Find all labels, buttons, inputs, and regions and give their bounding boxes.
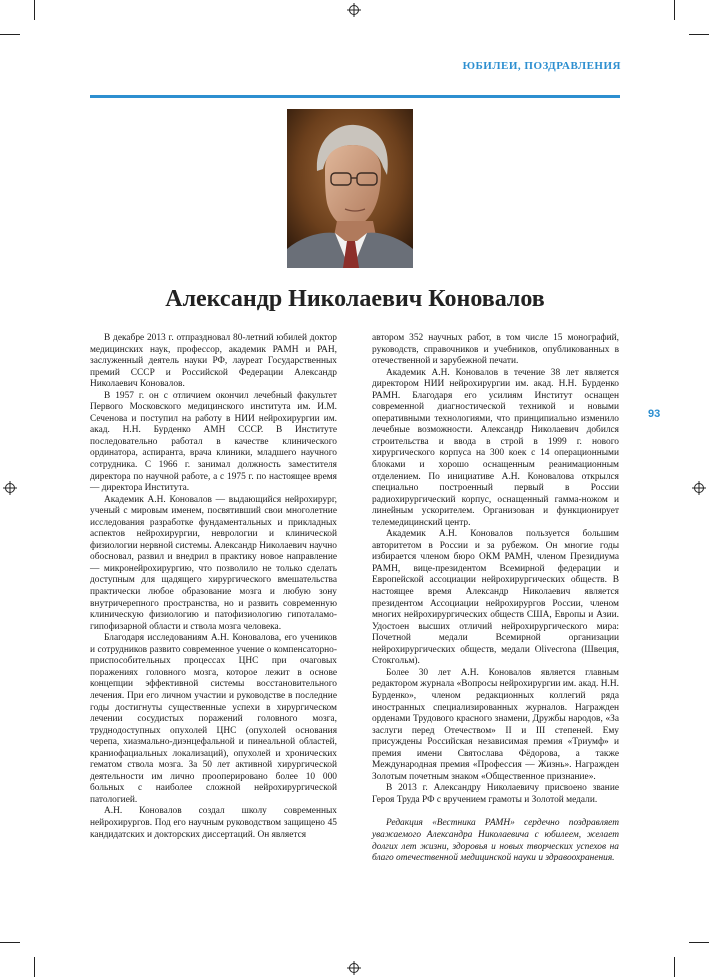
crop-mark: [674, 0, 675, 20]
paragraph: автором 352 научных работ, в том числе 15 монографий, руководств, справочников и учебников, опубликованных в отечественной и зарубежной печати.: [372, 333, 619, 367]
paragraph: Академик А.Н. Коновалов пользуется большим авторитетом в России и за рубежом. Он многие годы избирается членом бюро ОКМ РАМН, членом Президиума РАМН, вице-президентом Всемирной федерации и Европейской ассоциации нейрохирургических обществ. В настоящее время Александр Николаевич является президентом Ассоциации нейрохирургов России, членом многих нейрохирургических обществ США, Европы и Азии. Удостоен высших отличий нейрохирургического мира: Почетной медали Всемирной организации нейрохирургических обществ, медали Olivecrona (Швеция, Стокгольм).: [372, 529, 619, 667]
crop-mark: [674, 957, 675, 977]
paragraph: В декабре 2013 г. отпраздновал 80-летний юбилей доктор медицинских наук, профессор, академик РАМН и РАН, заслуженный деятель науки РФ, лауреат Государственных премий СССР и Российской Федерации Александр Николаевич Коновалов.: [90, 333, 337, 390]
crop-mark: [689, 34, 709, 35]
header-rule: [90, 95, 620, 98]
paragraph: Академик А.Н. Коновалов — выдающийся нейрохирург, ученый с мировым именем, посвятивший свои многолетние исследования разработке фундаментальных и прикладных аспектов нейрохирургии, неврологии и клинической физиологии нервной системы. Александр Николаевич научно обосновал, развил и внедрил в практику новое направление — микронейрохирургию, что позволило не только сделать доступным для щадящего хирургического вмешательства практически любое образование мозга и любую зону внутричерепного пространства, но и развить современную клиническую физиологию и патофизиологию гипоталамо-гипофизарной области и ствола мозга человека.: [90, 494, 337, 632]
registration-mark-icon: [692, 481, 706, 495]
paragraph: А.Н. Коновалов создал школу современных нейрохирургов. Под его научным руководством защищено 45 кандидатских и докторских диссертаций. Он является: [90, 806, 337, 840]
crop-mark: [34, 0, 35, 20]
portrait-photo: [287, 109, 413, 268]
registration-mark-icon: [3, 481, 17, 495]
registration-mark-icon: [347, 3, 361, 17]
paragraph: Более 30 лет А.Н. Коновалов является главным редактором журнала «Вопросы нейрохирургии им. акад. Н.Н. Бурденко», членом редакционных коллегий ряда иностранных специализированных журналов. Награжден орденами Трудового красного знамени, Дружбы народов, «За заслуги перед Отечеством» II и III степеней. Ему присуждены Российская независимая премия «Триумф» и премия имени Святослава Фёдорова, а также Международная премия «Профессия — Жизнь». Награжден Золотым почетным знаком «Общественное признание».: [372, 667, 619, 782]
crop-mark: [34, 957, 35, 977]
paragraph: В 1957 г. он с отличием окончил лечебный факультет Первого Московского медицинского института им. И.М. Сеченова и поступил на работу в НИИ нейрохирургии им. акад. Н.Н. Бурденко АМН СССР. В Институте последовательно работал в качестве клинического ординатора, аспиранта, врача клиники, младшего научного сотрудника. С 1966 г. занимал должность заместителя директора по научной работе, а с 1975 г. по настоящее время — директора Института.: [90, 390, 337, 494]
section-header: ЮБИЛЕИ, ПОЗДРАВЛЕНИЯ: [462, 60, 621, 72]
article-column-right: [372, 333, 619, 865]
editorial-note: Редакция «Вестника РАМН» сердечно поздравляет уважаемого Александра Николаевича с юбилеем, желает долгих лет жизни, здоровья и новых творческих успехов на благо отечественной медицинской науки и здравоохранения.: [372, 818, 619, 864]
page-number: 93: [648, 408, 661, 420]
crop-mark: [0, 34, 20, 35]
article-column-left: [90, 333, 337, 841]
registration-mark-icon: [347, 961, 361, 975]
paragraph: Академик А.Н. Коновалов в течение 38 лет является директором НИИ нейрохирургии им. акад. Н.Н. Бурденко РАМН. Благодаря его усилиям Институт оснащен современной диагностической техникой и новыми оперативными технологиями, что принципиально изменило лечебные возможности. Александр Николаевич добился строительства и ввода в строй в 1999 г. нового хирургического корпуса на 300 коек с 14 операционными блоками и хорошо оснащенным реанимационным отделением. По инициативе А.Н. Коновалова открылся специально построенный первый в России радиохирургический корпус, оснащенный гамма-ножом и линейным ускорителем. Организован и функционирует телемедицинский центр.: [372, 367, 619, 528]
crop-mark: [0, 942, 20, 943]
paragraph: Благодаря исследованиям А.Н. Коновалова, его учеников и сотрудников развито современное учение о компенсаторно-приспособительных процессах ЦНС при очаговых поражениях головного мозга, которое лежит в основе концепции эффективной системы восстановительного лечения. При его личном участии и руководстве в последние годы достигнуты существенные успехи в хирургическом лечении сосудистых поражений головного мозга, труднодоступных опухолей ЦНС (опухолей основания черепа, хиазмально-диэнцефальной и пинеальной областей, краниофациальных локализаций), опухолей и хронических гематом ствола мозга. За 50 лет активной хирургической деятельности им лично прооперировано более 10 000 больных с наиболее сложной нейрохирургической патологией.: [90, 633, 337, 805]
paragraph: В 2013 г. Александру Николаевичу присвоено звание Героя Труда РФ с вручением грамоты и Золотой медали.: [372, 783, 619, 805]
article-title: Александр Николаевич Коновалов: [165, 286, 545, 312]
crop-mark: [689, 942, 709, 943]
